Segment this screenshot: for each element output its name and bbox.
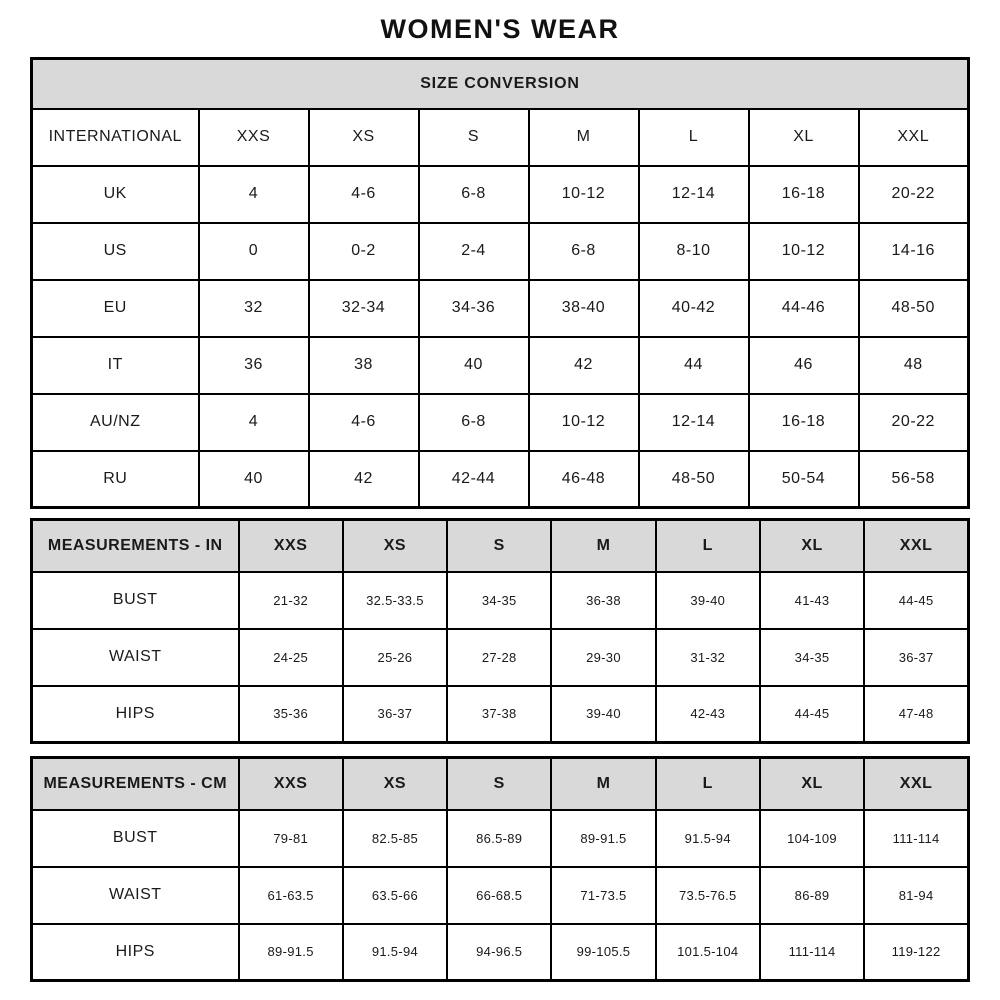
data-cell: 4 — [199, 166, 309, 223]
data-cell: 119-122 — [864, 924, 968, 981]
size-header-cell: XL — [749, 109, 859, 166]
size-header-cell: XXS — [199, 109, 309, 166]
row-label: RU — [32, 451, 199, 508]
data-cell: 50-54 — [749, 451, 859, 508]
data-cell: 42-44 — [419, 451, 529, 508]
table-header-label: INTERNATIONAL — [32, 109, 199, 166]
table-row — [32, 629, 969, 686]
data-cell: 42 — [309, 451, 419, 508]
size-header-cell: M — [551, 520, 655, 572]
data-cell: 10-12 — [749, 223, 859, 280]
data-cell: 82.5-85 — [343, 810, 447, 867]
size-header-cell: XXS — [239, 520, 343, 572]
data-cell: 12-14 — [639, 166, 749, 223]
data-cell: 16-18 — [749, 166, 859, 223]
data-cell: 34-35 — [760, 629, 864, 686]
size-header-cell: XS — [309, 109, 419, 166]
data-cell: 48-50 — [639, 451, 749, 508]
size-header-cell: S — [447, 758, 551, 810]
data-cell: 42-43 — [656, 686, 760, 743]
data-cell: 91.5-94 — [656, 810, 760, 867]
data-cell: 39-40 — [551, 686, 655, 743]
data-cell: 56-58 — [859, 451, 969, 508]
data-cell: 63.5-66 — [343, 867, 447, 924]
data-cell: 10-12 — [529, 166, 639, 223]
data-cell: 111-114 — [760, 924, 864, 981]
data-cell: 4 — [199, 394, 309, 451]
data-cell: 34-35 — [447, 572, 551, 629]
data-cell: 6-8 — [529, 223, 639, 280]
size-header-cell: L — [639, 109, 749, 166]
data-cell: 4-6 — [309, 394, 419, 451]
table-row — [32, 337, 969, 394]
data-cell: 16-18 — [749, 394, 859, 451]
data-cell: 36-37 — [343, 686, 447, 743]
data-cell: 34-36 — [419, 280, 529, 337]
row-label: BUST — [32, 810, 239, 867]
data-cell: 6-8 — [419, 166, 529, 223]
data-cell: 89-91.5 — [239, 924, 343, 981]
table-header-label: MEASUREMENTS - IN — [32, 520, 239, 572]
data-cell: 36 — [199, 337, 309, 394]
data-cell: 6-8 — [419, 394, 529, 451]
data-cell: 14-16 — [859, 223, 969, 280]
data-cell: 35-36 — [239, 686, 343, 743]
data-cell: 61-63.5 — [239, 867, 343, 924]
data-cell: 31-32 — [656, 629, 760, 686]
data-cell: 44-45 — [760, 686, 864, 743]
table-row — [32, 810, 969, 867]
data-cell: 37-38 — [447, 686, 551, 743]
table-row — [32, 394, 969, 451]
data-cell: 89-91.5 — [551, 810, 655, 867]
data-cell: 32.5-33.5 — [343, 572, 447, 629]
data-cell: 101.5-104 — [656, 924, 760, 981]
measurements-in-table — [30, 518, 970, 744]
data-cell: 32-34 — [309, 280, 419, 337]
data-cell: 20-22 — [859, 394, 969, 451]
size-header-cell: XXS — [239, 758, 343, 810]
data-cell: 40-42 — [639, 280, 749, 337]
data-cell: 44-45 — [864, 572, 968, 629]
row-label: WAIST — [32, 867, 239, 924]
row-label: EU — [32, 280, 199, 337]
data-cell: 99-105.5 — [551, 924, 655, 981]
table-caption: SIZE CONVERSION — [32, 59, 969, 109]
data-cell: 12-14 — [639, 394, 749, 451]
data-cell: 32 — [199, 280, 309, 337]
data-cell: 91.5-94 — [343, 924, 447, 981]
data-cell: 48-50 — [859, 280, 969, 337]
size-header-cell: XL — [760, 520, 864, 572]
data-cell: 39-40 — [656, 572, 760, 629]
data-cell: 48 — [859, 337, 969, 394]
table-row — [32, 166, 969, 223]
data-cell: 86.5-89 — [447, 810, 551, 867]
data-cell: 71-73.5 — [551, 867, 655, 924]
data-cell: 24-25 — [239, 629, 343, 686]
data-cell: 36-38 — [551, 572, 655, 629]
data-cell: 42 — [529, 337, 639, 394]
table-row — [32, 867, 969, 924]
data-cell: 21-32 — [239, 572, 343, 629]
table-row — [32, 686, 969, 743]
size-header-cell: M — [551, 758, 655, 810]
data-cell: 66-68.5 — [447, 867, 551, 924]
data-cell: 20-22 — [859, 166, 969, 223]
table-row — [32, 924, 969, 981]
data-cell: 79-81 — [239, 810, 343, 867]
row-label: US — [32, 223, 199, 280]
table-header-label: MEASUREMENTS - CM — [32, 758, 239, 810]
table-row — [32, 280, 969, 337]
data-cell: 4-6 — [309, 166, 419, 223]
size-header-cell: L — [656, 758, 760, 810]
data-cell: 86-89 — [760, 867, 864, 924]
table-row — [32, 451, 969, 508]
size-header-cell: XS — [343, 758, 447, 810]
size-header-cell: L — [656, 520, 760, 572]
row-label: UK — [32, 166, 199, 223]
data-cell: 44 — [639, 337, 749, 394]
data-cell: 81-94 — [864, 867, 968, 924]
measurements-cm-table — [30, 756, 970, 982]
data-cell: 46-48 — [529, 451, 639, 508]
row-label: BUST — [32, 572, 239, 629]
data-cell: 2-4 — [419, 223, 529, 280]
data-cell: 104-109 — [760, 810, 864, 867]
size-header-cell: M — [529, 109, 639, 166]
size-header-cell: S — [447, 520, 551, 572]
data-cell: 40 — [199, 451, 309, 508]
size-header-cell: XXL — [859, 109, 969, 166]
size-header-cell: S — [419, 109, 529, 166]
table-row — [32, 223, 969, 280]
size-header-cell: XS — [343, 520, 447, 572]
data-cell: 0-2 — [309, 223, 419, 280]
data-cell: 38-40 — [529, 280, 639, 337]
data-cell: 25-26 — [343, 629, 447, 686]
data-cell: 94-96.5 — [447, 924, 551, 981]
data-cell: 36-37 — [864, 629, 968, 686]
data-cell: 44-46 — [749, 280, 859, 337]
data-cell: 40 — [419, 337, 529, 394]
data-cell: 10-12 — [529, 394, 639, 451]
row-label: HIPS — [32, 686, 239, 743]
row-label: HIPS — [32, 924, 239, 981]
data-cell: 0 — [199, 223, 309, 280]
data-cell: 27-28 — [447, 629, 551, 686]
data-cell: 8-10 — [639, 223, 749, 280]
size-conversion-table — [30, 57, 970, 509]
data-cell: 38 — [309, 337, 419, 394]
data-cell: 73.5-76.5 — [656, 867, 760, 924]
data-cell: 111-114 — [864, 810, 968, 867]
size-header-cell: XL — [760, 758, 864, 810]
data-cell: 41-43 — [760, 572, 864, 629]
data-cell: 29-30 — [551, 629, 655, 686]
row-label: IT — [32, 337, 199, 394]
size-header-cell: XXL — [864, 758, 968, 810]
row-label: AU/NZ — [32, 394, 199, 451]
page-title: WOMEN'S WEAR — [380, 14, 620, 44]
size-header-cell: XXL — [864, 520, 968, 572]
table-row — [32, 572, 969, 629]
data-cell: 46 — [749, 337, 859, 394]
data-cell: 47-48 — [864, 686, 968, 743]
row-label: WAIST — [32, 629, 239, 686]
